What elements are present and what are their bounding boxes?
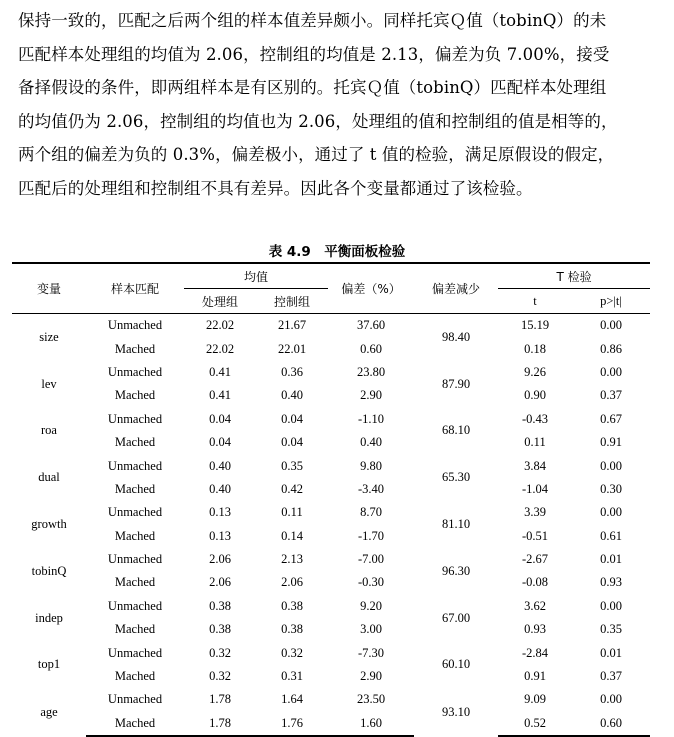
table-row [12,337,650,360]
treated-cell: 0.32 [209,669,231,684]
t-cell: 9.09 [524,692,546,707]
p-cell: 0.37 [600,388,622,403]
table-row [12,665,650,688]
t-cell: 3.62 [524,598,546,613]
header-mean: 均值 [184,263,328,289]
table-row [12,525,650,548]
t-cell: 9.26 [524,364,546,379]
treated-cell: 0.04 [209,411,231,426]
variable-cell: lev [41,376,57,391]
bias-cell: 2.90 [360,669,382,684]
variable-cell: tobinQ [31,563,67,578]
paragraph-line: 备择假设的条件，即两组样本是有区别的。托宾Ｑ值（tobinQ）匹配样本处理组 [18,78,607,98]
control-cell: 0.35 [281,458,303,473]
bias-cell: 0.40 [360,435,382,450]
sample-cell: Unmached [107,552,163,567]
p-cell: 0.60 [572,712,650,736]
bias-reduction-cell: 67.00 [441,610,471,625]
t-cell: -0.51 [521,528,549,543]
header-bias: 偏差（%） [328,263,414,314]
paragraph-line: 的均值仍为 2.06，控制组的均值也为 2.06，处理组的值和控制组的值是相等的， [18,111,618,131]
p-cell: 0.35 [600,622,622,637]
sample-cell: Unmached [107,318,163,333]
bias-cell: 9.20 [360,598,382,613]
p-cell: 0.91 [600,435,622,450]
t-cell: -0.08 [521,575,549,590]
sample-cell: Mached [114,669,156,684]
t-cell: 0.18 [524,341,546,356]
sample-cell: Mached [114,388,156,403]
bias-cell: 9.80 [360,458,382,473]
treated-cell: 0.13 [209,505,231,520]
treated-cell: 0.32 [209,645,231,660]
sample-cell: Unmached [107,505,163,520]
bias-reduction-cell: 93.10 [441,704,471,719]
table-row [12,384,650,407]
treated-cell: 1.78 [209,692,231,707]
bias-cell: -3.40 [357,481,385,496]
header-bias-reduction: 偏差减少 [414,263,498,314]
control-cell: 0.32 [281,645,303,660]
t-cell: 0.91 [524,669,546,684]
control-cell: 0.04 [281,411,303,426]
variable-cell: dual [38,470,60,485]
variable-cell: roa [41,423,57,438]
p-cell: 0.00 [600,364,622,379]
bias-reduction-cell: 68.10 [441,423,471,438]
t-cell: 15.19 [520,318,550,333]
treated-cell: 0.40 [209,458,231,473]
treated-cell: 0.13 [209,528,231,543]
p-cell: 0.61 [600,528,622,543]
bias-cell: 23.80 [356,364,386,379]
sample-cell: Mached [114,481,156,496]
treated-cell: 22.02 [205,318,235,333]
variable-cell: age [40,704,58,719]
sample-cell: Unmached [107,692,163,707]
t-cell: 0.11 [524,435,546,450]
table-row [12,571,650,594]
table-row [12,431,650,454]
bias-cell: 23.50 [356,692,386,707]
sample-cell: Mached [114,528,156,543]
t-cell: 0.93 [524,622,546,637]
treated-cell: 1.78 [184,712,256,736]
sample-cell: Mached [114,435,156,450]
treated-cell: 22.02 [205,341,235,356]
t-cell: 0.90 [524,388,546,403]
t-cell: -0.43 [521,411,549,426]
sample-cell: Mached [114,575,156,590]
bias-cell: 0.60 [360,341,382,356]
table-row [12,454,650,477]
paragraph-line: 匹配后的处理组和控制组不具有差异。因此各个变量都通过了该检验。 [18,178,533,198]
sample-cell: Unmached [107,364,163,379]
table-caption: 表 4.9 平衡面板检验 [268,244,406,260]
bias-reduction-cell: 96.30 [441,563,471,578]
table-row [12,501,650,524]
p-cell: 0.00 [600,458,622,473]
sample-cell: Mached [114,341,156,356]
control-cell: 1.76 [256,712,328,736]
control-cell: 0.11 [281,505,303,520]
variable-cell: indep [35,610,63,625]
table-row [12,314,650,338]
p-cell: 0.00 [600,598,622,613]
sample-cell: Unmached [107,458,163,473]
p-cell: 0.30 [600,481,622,496]
header-t: t [498,289,572,314]
bias-cell: 8.70 [360,505,382,520]
treated-cell: 0.38 [209,598,231,613]
variable-cell: top1 [37,657,61,672]
header-treated: 处理组 [184,289,256,314]
header-sample: 样本匹配 [86,263,184,314]
bias-cell: 37.60 [356,318,386,333]
table-row [12,478,650,501]
p-cell: 0.00 [600,318,622,333]
table-row [12,618,650,641]
table-row [12,712,650,736]
bias-cell: -7.30 [357,645,385,660]
bias-cell: -7.00 [357,552,385,567]
table-row [12,688,650,711]
bias-reduction-cell: 65.30 [441,470,471,485]
p-cell: 0.86 [600,341,622,356]
control-cell: 0.14 [281,528,303,543]
paragraph-line: 保持一致的，匹配之后两个组的样本值差异颇小。同样托宾Ｑ值（tobinQ）的未 [18,11,607,30]
sample-cell: Unmached [107,645,163,660]
t-cell: -1.04 [521,481,549,496]
bias-cell: 3.00 [360,622,382,637]
t-cell: 3.39 [524,505,546,520]
table-row [12,548,650,571]
p-cell: 0.00 [600,505,622,520]
header-p: p>|t| [572,289,650,314]
p-cell: 0.00 [600,692,622,707]
treated-cell: 0.04 [209,435,231,450]
bias-reduction-cell: 60.10 [441,657,471,672]
control-cell: 1.64 [281,692,303,707]
p-cell: 0.67 [600,411,622,426]
control-cell: 2.06 [281,575,303,590]
table-row [12,641,650,664]
header-control: 控制组 [256,289,328,314]
treated-cell: 2.06 [209,552,231,567]
variable-cell: growth [31,517,67,532]
paragraph-line: 两个组的偏差为负的 0.3%，偏差极小，通过了 t 值的检验，满足原假设的假定， [18,145,615,165]
p-cell: 0.37 [600,669,622,684]
control-cell: 0.31 [281,669,303,684]
control-cell: 22.01 [277,341,307,356]
header-variable: 变量 [12,263,86,314]
table-row [12,595,650,618]
header-t-test: T 检验 [498,263,650,289]
p-cell: 0.93 [600,575,622,590]
t-cell: 0.52 [498,712,572,736]
bias-cell: -1.10 [357,411,385,426]
bias-reduction-cell: 87.90 [441,376,471,391]
sample-cell: Unmached [107,598,163,613]
bias-reduction-cell: 81.10 [441,517,471,532]
bias-cell: 2.90 [360,388,382,403]
p-cell: 0.01 [600,645,622,660]
sample-cell: Mached [86,712,184,736]
body-paragraph [18,4,668,206]
control-cell: 0.42 [281,481,303,496]
t-cell: -2.84 [521,645,549,660]
control-cell: 2.13 [281,552,303,567]
bias-cell: -1.70 [357,528,385,543]
bias-cell: -0.30 [357,575,385,590]
table-row [12,408,650,431]
variable-cell: size [39,329,59,344]
balance-test-table [12,262,650,737]
sample-cell: Unmached [107,411,163,426]
control-cell: 0.40 [281,388,303,403]
table-body [12,314,650,737]
bias-cell: 1.60 [328,712,414,736]
bias-reduction-cell: 98.40 [441,329,471,344]
treated-cell: 0.38 [209,622,231,637]
paragraph-line: 匹配样本处理组的均值为 2.06，控制组的均值是 2.13，偏差为负 7.00%，接受 [18,44,610,64]
t-cell: -2.67 [521,552,549,567]
control-cell: 0.38 [281,598,303,613]
table-row [12,361,650,384]
t-cell: 3.84 [524,458,546,473]
control-cell: 0.36 [281,364,303,379]
treated-cell: 0.40 [209,481,231,496]
control-cell: 0.04 [281,435,303,450]
sample-cell: Mached [114,622,156,637]
treated-cell: 2.06 [209,575,231,590]
control-cell: 21.67 [277,318,307,333]
treated-cell: 0.41 [209,388,231,403]
control-cell: 0.38 [281,622,303,637]
treated-cell: 0.41 [209,364,231,379]
p-cell: 0.01 [600,552,622,567]
